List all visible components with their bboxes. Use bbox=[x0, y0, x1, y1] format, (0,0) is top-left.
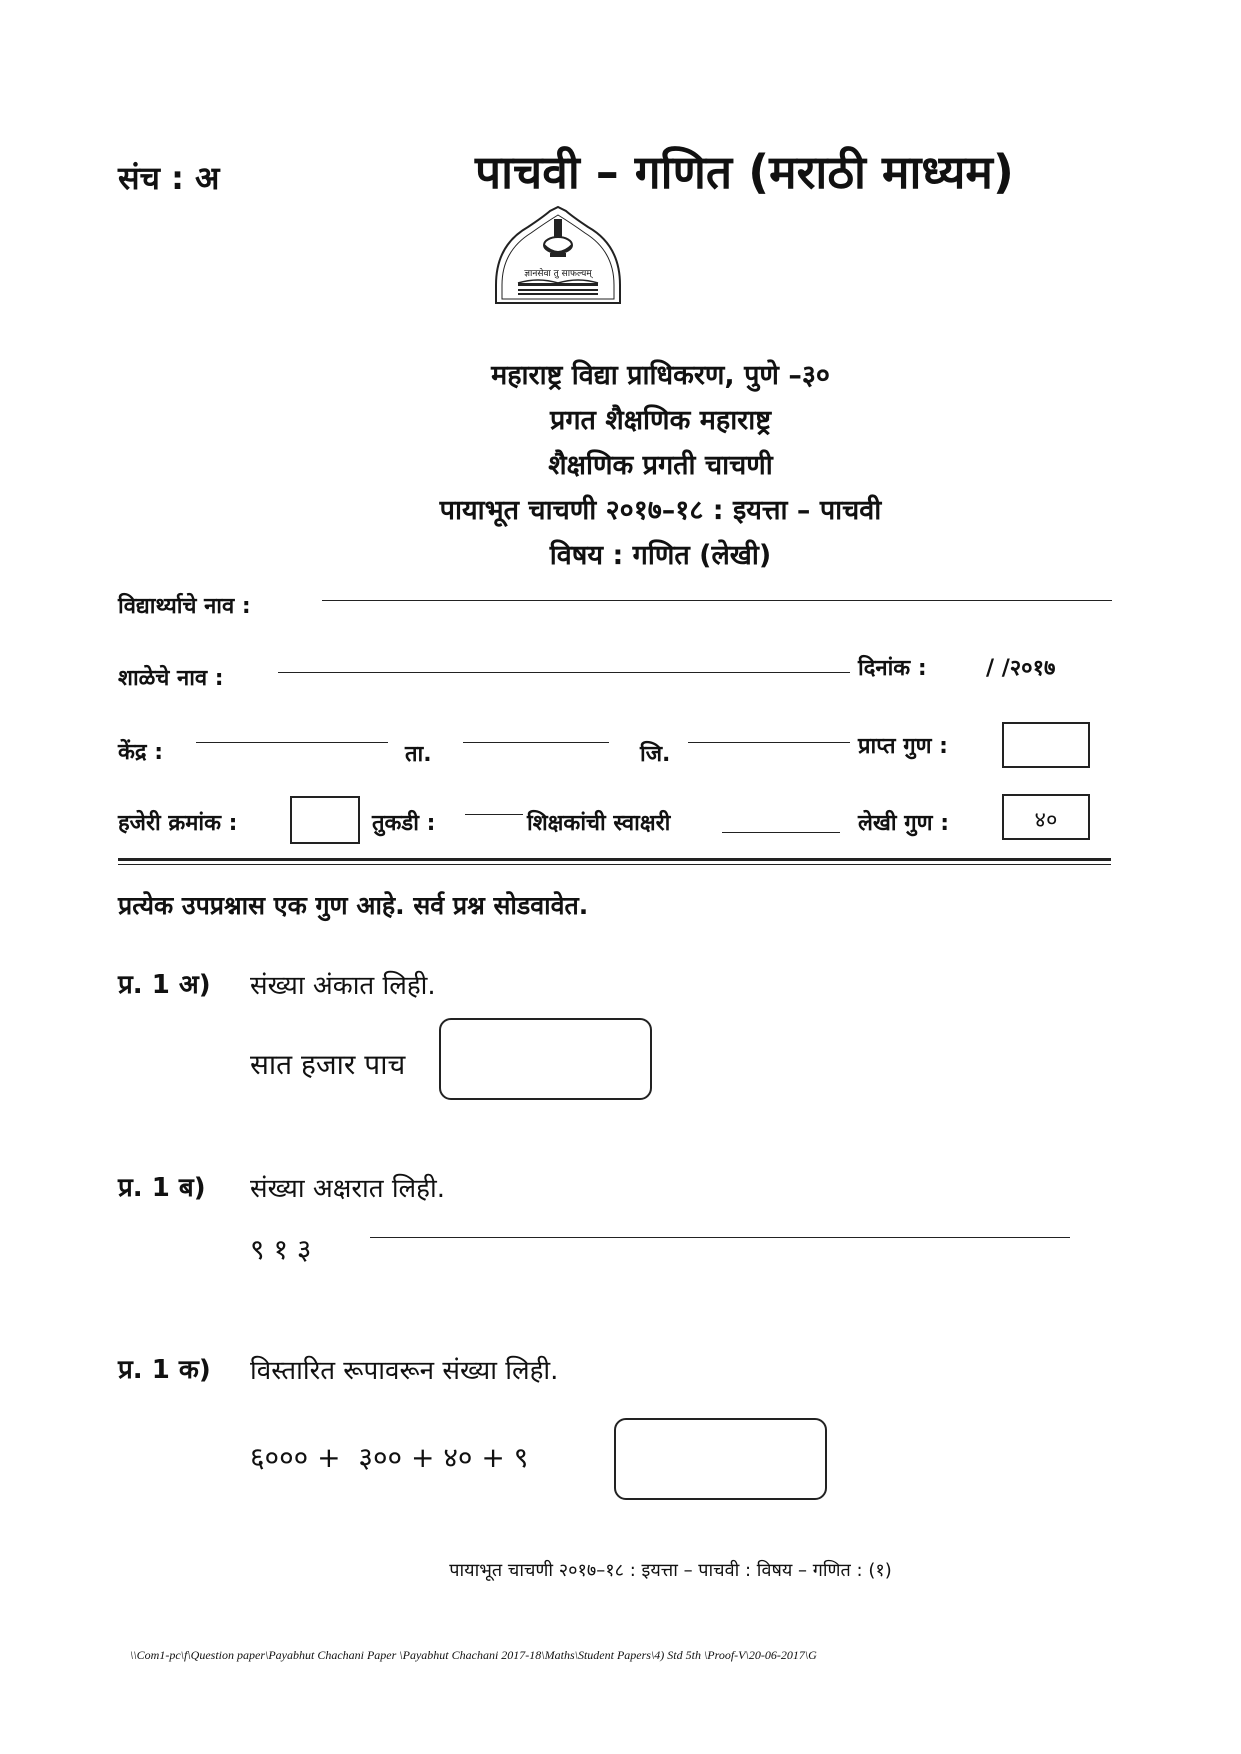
roll-no-box[interactable] bbox=[290, 796, 360, 844]
board-emblem bbox=[488, 205, 628, 307]
institution-line-3: शैक्षणिक प्रगती चाचणी bbox=[548, 450, 773, 481]
file-path: \\Com1-pc\f\Question paper\Payabhut Chachani Paper \Payabhut Chachani 2017-18\Maths\Student Papers\4) Std 5th \Proof-V\20-06-2017\G bbox=[130, 1648, 817, 1662]
institution-line-2: प्रगत शैक्षणिक महाराष्ट्र bbox=[549, 405, 771, 436]
set-label: संच : अ bbox=[118, 159, 220, 197]
question-1c-prompt: ६००० + ३०० + ४० + ९ bbox=[250, 1441, 529, 1474]
question-1c-answer-box[interactable] bbox=[614, 1418, 827, 1500]
question-1a-prompt: सात हजार पाच bbox=[250, 1048, 406, 1081]
obtained-marks-box[interactable] bbox=[1002, 722, 1090, 768]
date-value: / /२०१७ bbox=[986, 656, 1056, 681]
school-name-label: शाळेचे नाव : bbox=[118, 666, 224, 691]
emblem-motto: ज्ञानसेवा तु साफल्यम् bbox=[524, 269, 592, 279]
center-label: केंद्र : bbox=[118, 740, 164, 765]
question-1b-answer-line[interactable] bbox=[370, 1237, 1070, 1238]
institution-line-5: विषय : गणित (लेखी) bbox=[549, 540, 772, 571]
question-1c-number: प्र. 1 क) bbox=[118, 1355, 211, 1385]
question-1a-answer-box[interactable] bbox=[439, 1018, 652, 1100]
center-field[interactable] bbox=[196, 742, 388, 743]
written-marks-box bbox=[1002, 794, 1090, 840]
question-1b-number: प्र. 1 ब) bbox=[118, 1173, 206, 1203]
institution-line-4: पायाभूत चाचणी २०१७–१८ : इयत्ता – पाचवी bbox=[439, 495, 882, 526]
page-footer: पायाभूत चाचणी २०१७–१८ : इयत्ता – पाचवी : विषय – गणित : (१) bbox=[449, 1560, 892, 1581]
division-label: तुकडी : bbox=[372, 811, 436, 836]
division-field[interactable] bbox=[465, 814, 523, 815]
roll-no-label: हजेरी क्रमांक : bbox=[118, 811, 238, 836]
student-name-field[interactable] bbox=[322, 600, 1112, 601]
institution-line-1: महाराष्ट्र विद्या प्राधिकरण, पुणे –३० bbox=[491, 360, 830, 391]
question-1a-number: प्र. 1 अ) bbox=[118, 970, 211, 1000]
taluka-field[interactable] bbox=[463, 742, 609, 743]
separator-rule-top bbox=[118, 858, 1111, 861]
question-1c-text: विस्तारित रूपावरून संख्या लिही. bbox=[250, 1356, 559, 1386]
question-1b-prompt: ९ १ ३ bbox=[250, 1233, 312, 1266]
obtained-marks-label: प्राप्त गुण : bbox=[858, 734, 948, 759]
school-name-field[interactable] bbox=[278, 672, 850, 673]
question-1a-text: संख्या अंकात लिही. bbox=[250, 971, 436, 1001]
teacher-sign-label: शिक्षकांची स्वाक्षरी bbox=[527, 811, 671, 836]
separator-rule-bottom bbox=[118, 864, 1111, 865]
student-name-label: विद्यार्थ्याचे नाव : bbox=[118, 594, 251, 619]
date-label: दिनांक : bbox=[858, 656, 927, 681]
district-field[interactable] bbox=[688, 742, 850, 743]
instructions: प्रत्येक उपप्रश्नास एक गुण आहे. सर्व प्रश्न सोडवावेत. bbox=[118, 891, 589, 920]
written-marks-label: लेखी गुण : bbox=[858, 811, 950, 836]
taluka-label: ता. bbox=[405, 742, 432, 767]
page-title: पाचवी – गणित (मराठी माध्यम) bbox=[475, 145, 1014, 199]
district-label: जि. bbox=[640, 742, 671, 767]
written-marks-value: ४० bbox=[1034, 808, 1058, 833]
question-1b-text: संख्या अक्षरात लिही. bbox=[250, 1174, 445, 1204]
teacher-sign-field[interactable] bbox=[722, 832, 840, 833]
